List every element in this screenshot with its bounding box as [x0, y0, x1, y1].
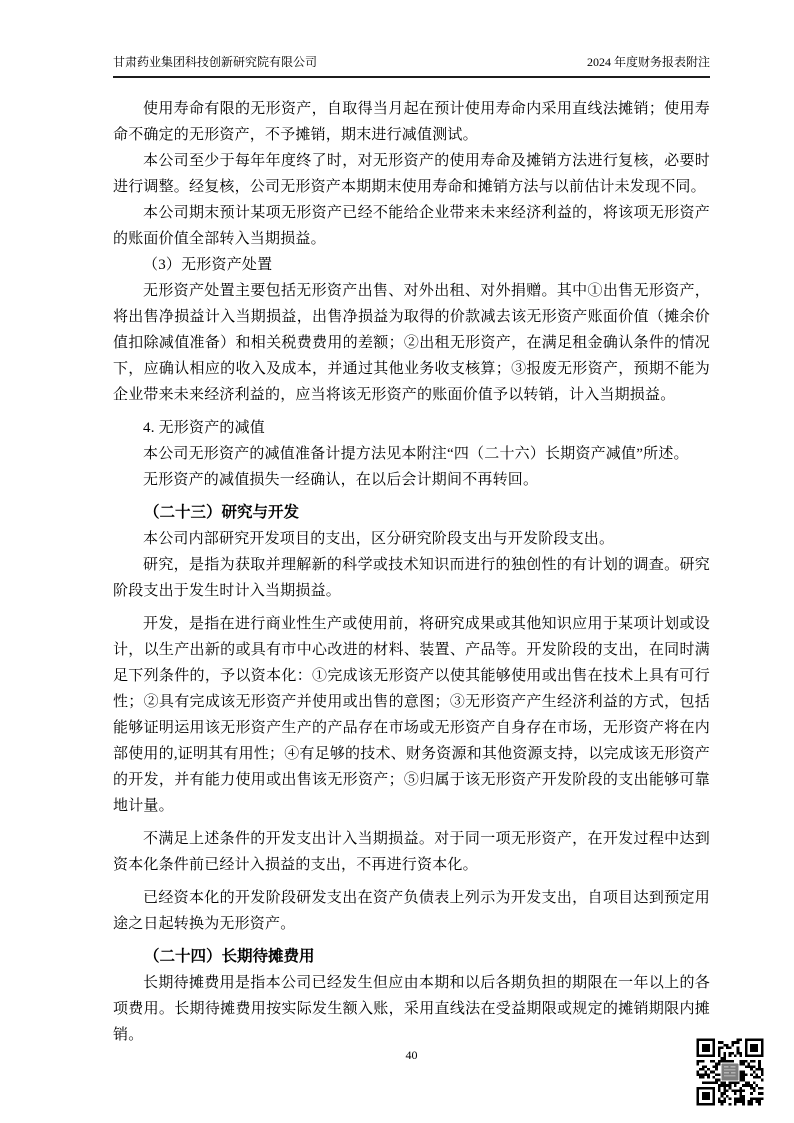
paragraph: 本公司至少于每年年度终了时，对无形资产的使用寿命及摊销方法进行复核，必要时进行调整。经复核，公司无形资产本期期末使用寿命和摊销方法与以前估计未发现不同。 [113, 153, 710, 195]
document-body [113, 96, 710, 1048]
list-item-heading: （3）无形资产处置 [143, 257, 273, 273]
paragraph: 已经资本化的开发阶段研发支出在资产负债表上列示为开发支出，自项目达到预定用途之日起转换为无形资产。 [113, 890, 710, 932]
company-name: 甘肃药业集团科技创新研究院有限公司 [113, 55, 318, 69]
section-heading: （二十三）研究与开发 [144, 504, 300, 521]
section-heading: （二十四）长期待摊费用 [144, 948, 315, 965]
paragraph: 使用寿命有限的无形资产，自取得当月起在预计使用寿命内采用直线法摊销；使用寿命不确定的无形资产，不予摊销，期末进行减值测试。 [113, 101, 710, 143]
paragraph: 长期待摊费用是指本公司已经发生但应由本期和以后各期负担的期限在一年以上的各项费用。长期待摊费用按实际发生额入账，采用直线法在受益期限或规定的摊销期限内摊销。 [113, 975, 710, 1043]
paragraph: 无形资产的减值损失一经确认，在以后会计期间不再转回。 [143, 472, 539, 488]
report-title: 2024 年度财务报表附注 [586, 55, 710, 69]
paragraph: 不满足上述条件的开发支出计入当期损益。对于同一项无形资产，在开发过程中达到资本化条件前已经计入损益的支出，不再进行资本化。 [113, 831, 710, 873]
list-item-heading: 4. 无形资产的减值 [143, 420, 266, 436]
qr-code-graphic [691, 1033, 769, 1111]
paragraph: 开发，是指在进行商业性生产或使用前，将研究成果或其他知识应用于某项计划或设计，以生产出新的或具有市中心改进的材料、装置、产品等。开发阶段的支出，在同时满足下列条件的，予以资本化：①完成该无形资产以使其能够使用或出售在技术上具有可行性；②具有完成该无形资产并使用或出售的意图；③无形资产产生经济利益的方式，包括能够证明运用该无形资产生产的产品存在市场或无形资产自身存在市场，无形资产将在内部使用的,证明其有用性；④有足够的技术、财务资源和其他资源支持，以完成该无形资产的开发，并有能力使用或出售该无形资产；⑤归属于该无形资产开发阶段的支出能够可靠地计量。 [113, 616, 710, 814]
paragraph: 本公司无形资产的减值准备计提方法见本附注“四（二十六）长期资产减值”所述。 [143, 446, 689, 462]
qr-code [691, 1033, 769, 1111]
paragraph: 研究，是指为获取并理解新的科学或技术知识而进行的独创性的有计划的调查。研究阶段支出于发生时计入当期损益。 [113, 557, 710, 599]
page-header [113, 54, 710, 78]
paragraph: 本公司内部研究开发项目的支出，区分研究阶段支出与开发阶段支出。 [143, 531, 615, 547]
paragraph: 本公司期末预计某项无形资产已经不能给企业带来未来经济利益的，将该项无形资产的账面价值全部转入当期损益。 [113, 205, 710, 247]
page-footer [113, 1048, 710, 1063]
paragraph: 无形资产处置主要包括无形资产出售、对外出租、对外捐赠。其中①出售无形资产，将出售净损益计入当期损益，出售净损益为取得的价款减去该无形资产账面价值（摊余价值扣除减值准备）和相关税费费用的差额；②出租无形资产，在满足租金确认条件的情况下，应确认相应的收入及成本，并通过其他业务收支核算；③报废无形资产，预期不能为企业带来未来经济利益的，应当将该无形资产的账面价值予以转销，计入当期损益。 [113, 283, 710, 403]
page-number: 40 [405, 1048, 418, 1062]
